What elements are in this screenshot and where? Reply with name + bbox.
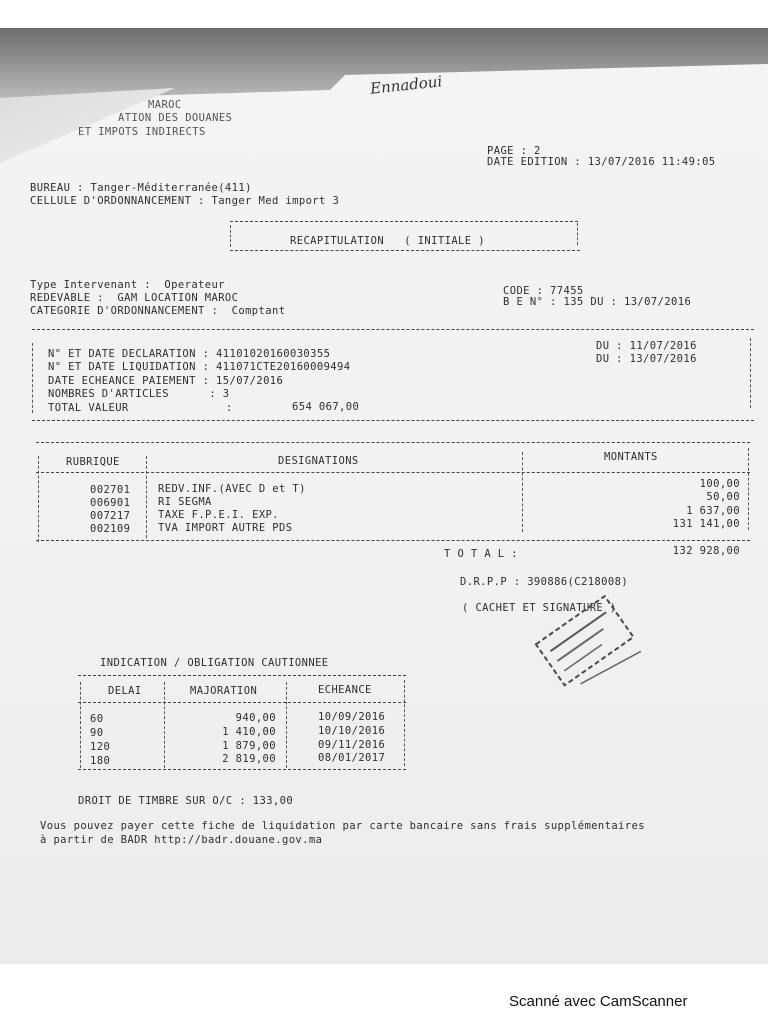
declaration-border-right: [750, 338, 751, 408]
rubric-code: 002701: [90, 484, 131, 496]
redevable: REDEVABLE : GAM LOCATION MAROC: [30, 292, 239, 304]
caution-col-3: [286, 682, 287, 768]
categorie: CATEGORIE D'ORDONNANCEMENT : Comptant: [30, 305, 286, 317]
caution-delai: 180: [90, 755, 111, 767]
agency-line-3: ET IMPOTS INDIRECTS: [78, 126, 206, 138]
caution-echeance: 10/09/2016: [318, 711, 386, 723]
caution-majoration: 940,00: [235, 712, 276, 724]
page-number: PAGE : 2: [487, 145, 541, 157]
cellule: CELLULE D'ORDONNANCEMENT : Tanger Med import 3: [30, 195, 340, 207]
type-intervenant: Type Intervenant : Operateur: [30, 279, 225, 291]
declaration-date: DU : 11/07/2016: [596, 340, 697, 352]
declaration-border-left: [32, 343, 33, 413]
caution-delai: 120: [90, 741, 111, 753]
liquidation-date: DU : 13/07/2016: [596, 353, 697, 365]
handwritten-name: Ennadoui: [369, 72, 444, 98]
rubric-amount: 50,00: [706, 491, 740, 503]
rubric-designation: TAXE F.P.E.I. EXP.: [158, 509, 279, 521]
drpp: D.R.P.P : 390886(C218008): [460, 576, 629, 588]
header-majoration: MAJORATION: [190, 685, 258, 697]
rubric-table-bottom: [36, 540, 750, 541]
liquidation-number: N° ET DATE LIQUIDATION : 411071CTE20160009494: [48, 361, 351, 373]
header-designations: DESIGNATIONS: [278, 455, 359, 467]
scanner-credit: Scanné avec CamScanner: [509, 993, 688, 1010]
caution-echeance: 08/01/2017: [318, 752, 386, 764]
stamp-duty: DROIT DE TIMBRE SUR O/C : 133,00: [78, 795, 294, 807]
recap-border-top: [230, 221, 578, 222]
caution-title: INDICATION / OBLIGATION CAUTIONNEE: [100, 657, 329, 669]
caution-majoration: 2 819,00: [222, 753, 276, 765]
caution-majoration: 1 410,00: [222, 726, 276, 738]
header-rubrique: RUBRIQUE: [66, 456, 120, 468]
header-delai: DELAI: [108, 685, 142, 697]
recap-border-bottom: [230, 250, 580, 251]
agency-line-2: ATION DES DOUANES: [118, 112, 233, 124]
rubric-header-divider: [36, 472, 750, 473]
total-value-label: TOTAL VALEUR: [48, 402, 129, 414]
cachet-signature: ( CACHET ET SIGNATURE ): [462, 602, 617, 614]
total-value: 654 067,00: [292, 401, 360, 413]
caution-table-top: [78, 675, 406, 676]
rubric-col-1: [38, 456, 39, 542]
declaration-border-bottom: [32, 420, 754, 421]
caution-delai: 90: [90, 727, 104, 739]
total-label: T O T A L :: [444, 548, 518, 560]
rubric-designation: REDV.INF.(AVEC D et T): [158, 483, 306, 495]
caution-col-2: [164, 682, 165, 768]
rubric-col-2: [146, 456, 147, 538]
payment-note-2: à partir de BADR http://badr.douane.gov.ma: [40, 834, 323, 846]
top-margin: [0, 0, 768, 30]
agency-line-1: MAROC: [148, 99, 182, 111]
code: CODE : 77455: [503, 285, 584, 297]
recap-title: RECAPITULATION ( INITIALE ): [290, 235, 485, 247]
article-count: NOMBRES D'ARTICLES : 3: [48, 388, 230, 400]
caution-majoration: 1 879,00: [222, 740, 276, 752]
rubric-amount: 131 141,00: [672, 518, 740, 530]
recap-border-left: [230, 225, 231, 247]
total-amount: 132 928,00: [672, 545, 740, 557]
caution-header-divider: [78, 702, 406, 703]
edition-date: DATE EDITION : 13/07/2016 11:49:05: [487, 156, 716, 168]
payment-note-1: Vous pouvez payer cette fiche de liquidation par carte bancaire sans frais supplémentaires: [40, 820, 645, 832]
rubric-code: 002109: [90, 523, 131, 535]
rubric-amount: 1 637,00: [686, 505, 740, 517]
rubric-col-3: [522, 452, 523, 532]
rubric-amount: 100,00: [699, 478, 740, 490]
declaration-number: N° ET DATE DECLARATION : 41101020160030355: [48, 348, 331, 360]
ben-number: B E N° : 135 DU : 13/07/2016: [503, 296, 692, 308]
rubric-col-4: [748, 448, 749, 530]
caution-col-1: [80, 682, 81, 768]
rubric-designation: RI SEGMA: [158, 496, 212, 508]
caution-delai: 60: [90, 713, 104, 725]
bureau: BUREAU : Tanger-Méditerranée(411): [30, 182, 252, 194]
caution-echeance: 09/11/2016: [318, 739, 386, 751]
recap-border-right: [577, 223, 578, 245]
rubric-table-top: [36, 442, 750, 443]
header-echeance: ECHEANCE: [318, 684, 372, 696]
caution-col-4: [404, 680, 405, 766]
header-montants: MONTANTS: [604, 451, 658, 463]
due-date: DATE ECHEANCE PAIEMENT : 15/07/2016: [48, 375, 284, 387]
rubric-code: 007217: [90, 510, 131, 522]
total-value-separator: :: [226, 402, 233, 414]
rubric-code: 006901: [90, 497, 131, 509]
rubric-designation: TVA IMPORT AUTRE PDS: [158, 522, 293, 534]
caution-table-bottom: [78, 769, 406, 770]
caution-echeance: 10/10/2016: [318, 725, 386, 737]
declaration-border-top: [32, 329, 754, 330]
